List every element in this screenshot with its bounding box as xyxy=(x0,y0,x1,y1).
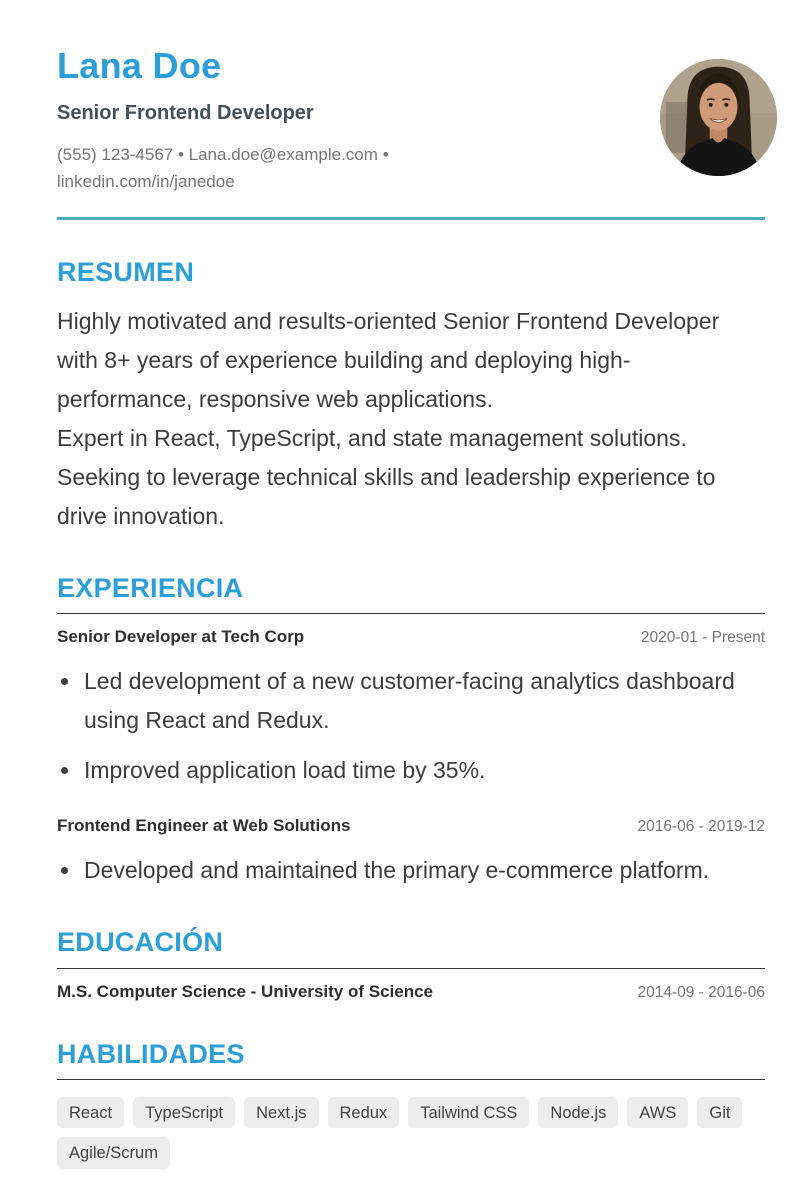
resume-header xyxy=(57,45,765,195)
job-bullet-list xyxy=(57,662,765,790)
experience-entry xyxy=(57,627,765,790)
job-bullet: • Developed and maintained the primary e-commerce platform. xyxy=(82,851,765,890)
skill-tag: Next.js xyxy=(244,1097,318,1129)
skill-tag: Redux xyxy=(328,1097,400,1129)
job-dates: 2016-06 - 2019-12 xyxy=(637,818,765,836)
skills-heading: HABILIDADES xyxy=(57,1038,765,1080)
contact-line-1: (555) 123-4567 • Lana.doe@example.com • xyxy=(57,145,389,165)
education-entry xyxy=(57,982,765,1002)
experience-entry-header xyxy=(57,816,765,836)
degree-title: M.S. Computer Science - University of Science xyxy=(57,981,434,1001)
skill-tag: AWS xyxy=(627,1097,688,1129)
section-education xyxy=(57,926,765,1001)
job-title: Frontend Engineer at Web Solutions xyxy=(57,816,351,836)
section-skills xyxy=(57,1038,765,1169)
summary-heading: RESUMEN xyxy=(57,257,195,288)
summary-line-2: Expert in React, TypeScript, and state management solutions. Seeking to leverage technical skills and leadership experience to drive innovation. xyxy=(57,424,716,529)
job-dates: 2020-01 - Present xyxy=(640,629,765,647)
section-summary xyxy=(57,256,765,535)
experience-entry xyxy=(57,816,765,890)
job-bullet: • Improved application load time by 35%. xyxy=(82,751,765,790)
skill-tag: Agile/Scrum xyxy=(57,1137,170,1169)
section-experience xyxy=(57,572,765,890)
candidate-name: Lana Doe xyxy=(57,45,222,86)
education-heading: EDUCACIÓN xyxy=(57,926,765,968)
skill-tag-list xyxy=(57,1097,765,1169)
skill-tag: Tailwind CSS xyxy=(408,1097,529,1129)
degree-dates: 2014-09 - 2016-06 xyxy=(637,983,765,1001)
summary-line-1: Highly motivated and results-oriented Senior Frontend Developer with 8+ years of experience building and deploying high-performance, responsive web applications. xyxy=(57,307,720,412)
job-title: Senior Developer at Tech Corp xyxy=(57,627,305,647)
skill-tag: Git xyxy=(697,1097,742,1129)
profile-photo-illustration xyxy=(660,59,777,176)
skill-tag: Node.js xyxy=(538,1097,618,1129)
experience-entry-header xyxy=(57,627,765,647)
contact-info xyxy=(57,141,527,195)
job-bullet: • Led development of a new customer-facing analytics dashboard using React and Redux. xyxy=(82,662,765,740)
header-divider xyxy=(57,217,765,220)
contact-line-2: linkedin.com/in/janedoe xyxy=(57,172,235,192)
job-bullet-list xyxy=(57,851,765,890)
skill-tag: TypeScript xyxy=(133,1097,235,1129)
experience-heading: EXPERIENCIA xyxy=(57,572,765,614)
summary-text xyxy=(57,302,765,536)
skill-tag: React xyxy=(57,1097,124,1129)
profile-photo xyxy=(660,59,777,176)
candidate-job-title: Senior Frontend Developer xyxy=(57,102,314,125)
